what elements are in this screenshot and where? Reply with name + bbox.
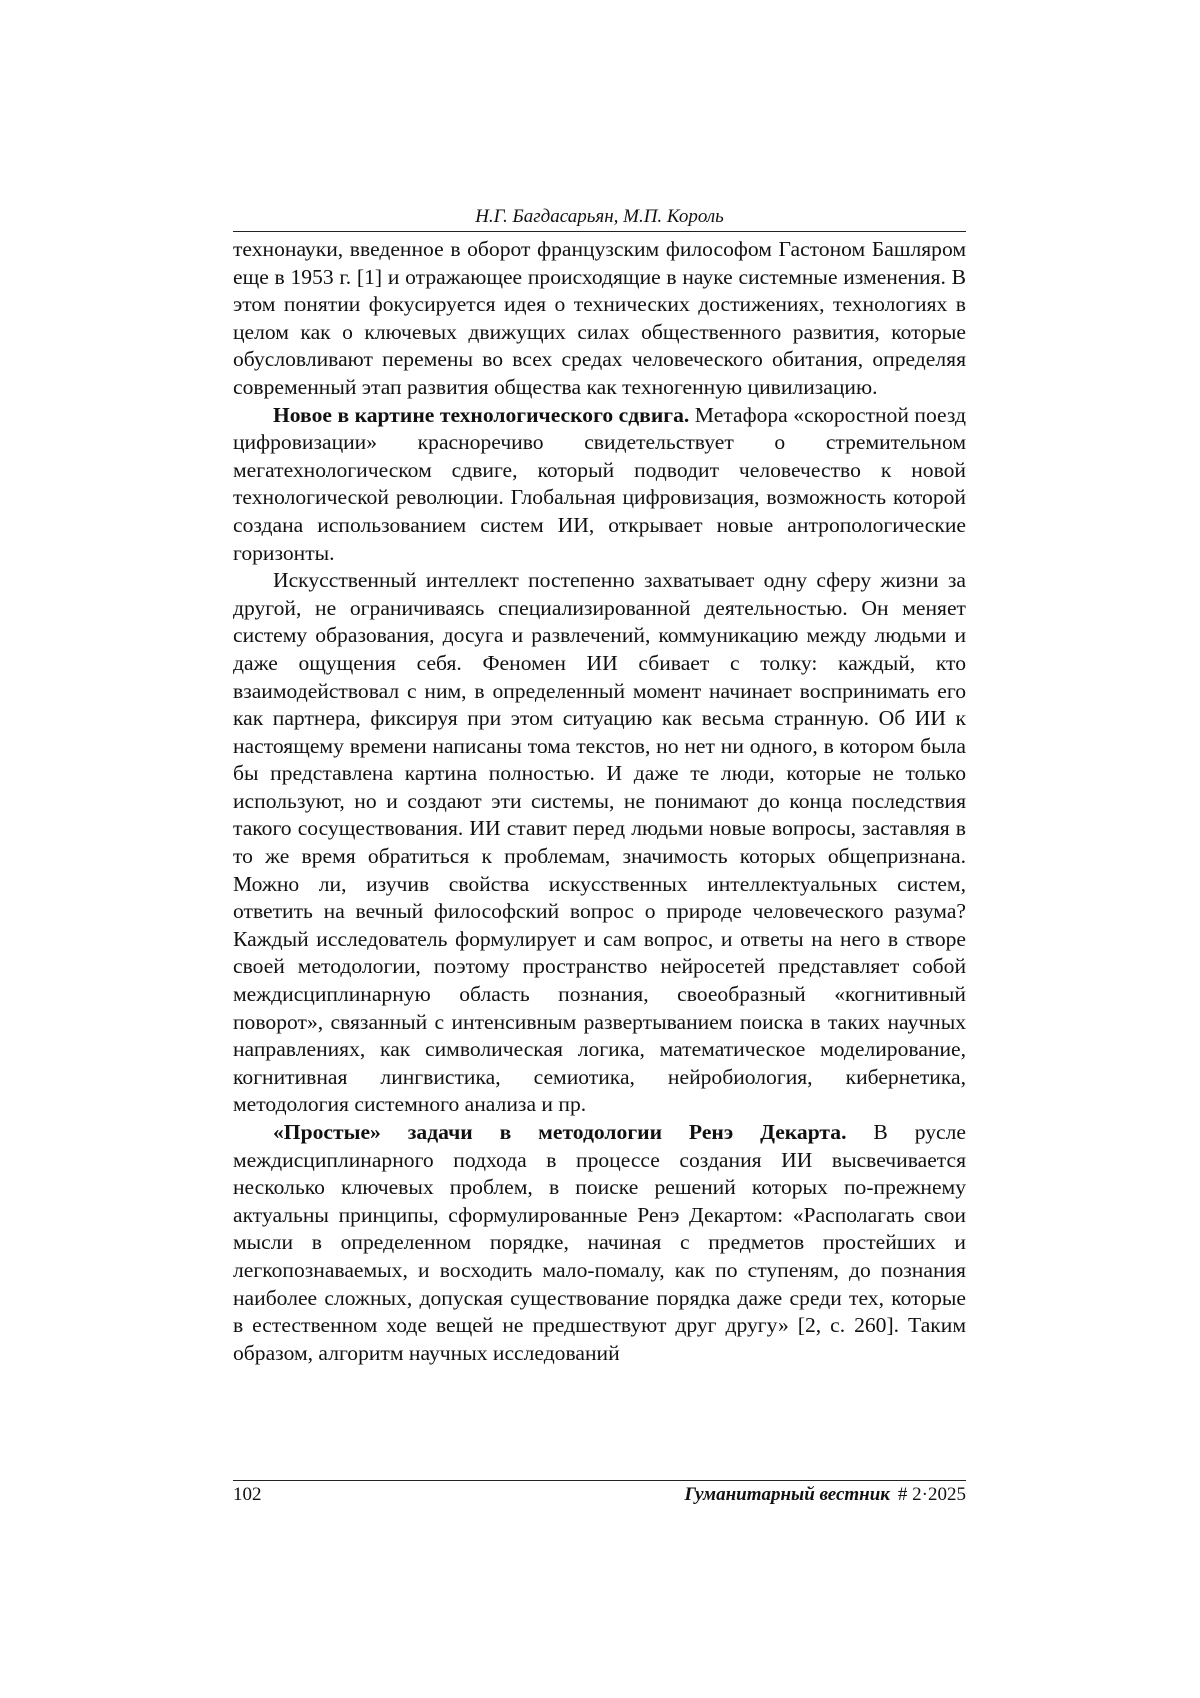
paragraph-1-text: технонауки, введенное в оборот французским философом Гастоном Башляром еще в 1953 г. [1] и отражающее происходящие в науке системные изменения. В этом понятии фокусируется идея о технических достижениях, технологиях в целом как о ключевых движущих силах общественного развития, которые обусловливают перемены во всех средах человеческого обитания, определяя современный этап развития общества как техногенную цивилизацию. (233, 237, 966, 399)
running-head: Н.Г. Багдасарьян, М.П. Король (233, 205, 966, 232)
page-content (233, 205, 966, 1367)
paragraph-2-text: Метафора «скоростной поезд цифровизации» красноречиво свидетельствует о стремительном мегатехнологическом сдвиге, который подводит человечество к новой технологической революции. Глобальная цифровизация, возможность которой создана использованием систем ИИ, открывает новые антропологические горизонты. (233, 402, 967, 565)
page-footer (233, 1480, 966, 1507)
section-heading-descartes: «Простые» задачи в методологии Ренэ Декарта. (273, 1120, 847, 1144)
journal-title: Гуманитарный вестник (684, 1484, 890, 1505)
paragraph-3 (233, 567, 966, 1119)
paragraph-1 (233, 236, 966, 402)
paragraph-3-text: Искусственный интеллект постепенно захватывает одну сферу жизни за другой, не ограничиваясь специализированной деятельностью. Он меняет систему образования, досуга и развлечений, коммуникацию между людьми и даже ощущения себя. Феномен ИИ сбивает с толку: каждый, кто взаимодействовал с ним, в определенный момент начинает воспринимать его как партнера, фиксируя при этом ситуацию как весьма странную. Об ИИ к настоящему времени написаны тома текстов, но нет ни одного, в котором была бы представлена картина полностью. И даже те люди, которые не только используют, но и создают эти системы, не понимают до конца последствия такого сосуществования. ИИ ставит перед людьми новые вопросы, заставляя в то же время обратиться к проблемам, значимость которых общепризнана. Можно ли, изучив свойства искусственных интеллектуальных систем, ответить на вечный философский вопрос о природе человеческого разума? Каждый исследователь формулирует и сам вопрос, и ответы на него в створе своей методологии, поэтому пространство нейросетей представляет собой междисциплинарную область познания, своеобразный «когнитивный поворот», связанный с интенсивным развертыванием поиска в таких научных направлениях, как символическая логика, математическое моделирование, когнитивная лингвистика, семиотика, нейробиология, кибернетика, методология системного анализа и пр. (233, 568, 966, 1117)
paragraph-4 (233, 1119, 966, 1367)
issue-number: # 2·2025 (897, 1484, 966, 1505)
page-number: 102 (233, 1484, 262, 1505)
paragraph-4-text: В русле междисциплинарного подхода в процессе создания ИИ высвечивается несколько ключевых проблем, в поиске решений которых по-прежнему актуальны принципы, сформулированные Ренэ Декартом: «Располагать свои мысли в определенном порядке, начиная с предметов простейших и легкопознаваемых, и восходить мало-помалу, как по ступеням, до познания наиболее сложных, допуская существование порядка даже среди тех, которые в естественном ходе вещей не предшествуют друг другу» [2, с. 260]. Таким образом, алгоритм научных исследований (233, 1120, 966, 1365)
section-heading-technological-shift: Новое в картине технологического сдвига. (273, 402, 690, 427)
paragraph-2 (233, 402, 966, 568)
journal-info (684, 1483, 966, 1507)
article-body (233, 236, 966, 1367)
